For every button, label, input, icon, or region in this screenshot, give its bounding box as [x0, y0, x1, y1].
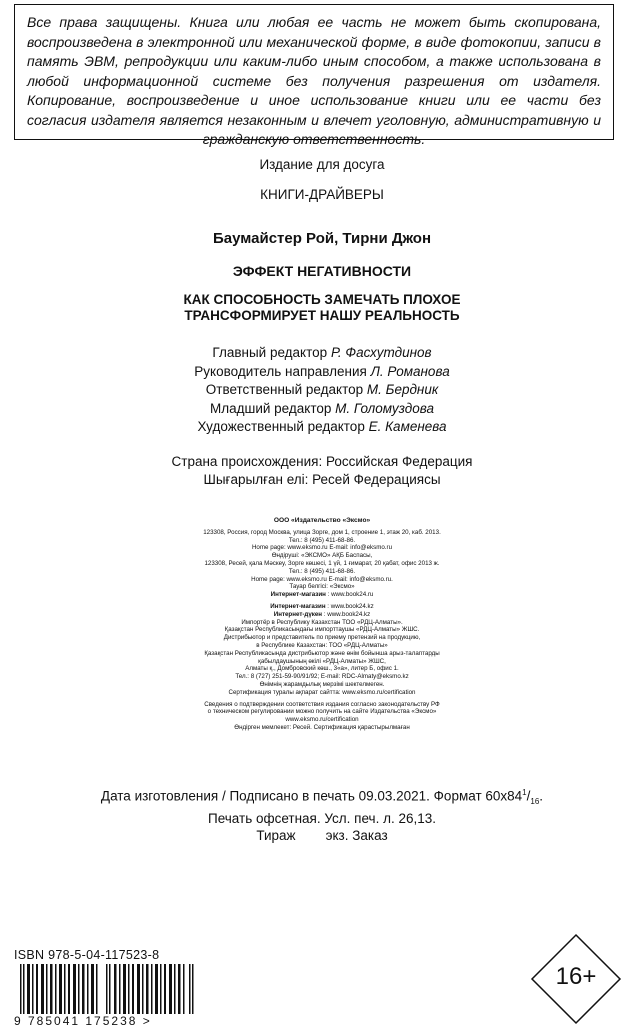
publisher-line [0, 611, 644, 619]
credit-row [0, 418, 644, 437]
credit-row [0, 381, 644, 400]
print-details [0, 784, 644, 844]
print-line: Печать офсетная. Усл. печ. л. 26,13. [208, 811, 436, 827]
subtitle-line: КАК СПОСОБНОСТЬ ЗАМЕЧАТЬ ПЛОХОЕ [183, 292, 461, 307]
shop-url: : www.book24.ru [325, 591, 374, 599]
credit-name: Е. Каменева [368, 419, 447, 434]
credit-role: Руководитель направления [194, 363, 367, 379]
credit-role: Младший редактор [209, 400, 332, 416]
publisher-line: Өнімнің жарамдылық мерзімі шектелмеген. [259, 680, 385, 688]
print-line: Тираж экз. Заказ [256, 828, 388, 844]
publisher-line: Тел.: 8 (495) 411-68-86. [288, 567, 356, 575]
publisher-line: Қазақстан Республикасында дистрибьютор және өнім бойынша арыз-талаптарды [204, 649, 440, 657]
credit-name: М. Голомуздова [335, 400, 435, 416]
isbn: ISBN 978-5-04-117523-8 [14, 948, 160, 962]
publisher-line: Home page: www.eksmo.ru E-mail: info@eksmo.ru. [251, 575, 393, 583]
credit-row [0, 344, 644, 363]
credit-row [0, 363, 644, 382]
publisher-line: 123308, Россия, город Москва, улица Зорге, дом 1, строение 1, этаж 20, каб. 2013. [203, 528, 441, 536]
publisher-line: Home page: www.eksmo.ru E-mail: info@eksmo.ru [251, 544, 393, 552]
subtitle-line: ТРАНСФОРМИРУЕТ НАШУ РЕАЛЬНОСТЬ [184, 308, 460, 323]
print-line: Дата изготовления / Подписано в печать 09.03.2021. Формат $60х84^1/_{16}$. [100, 788, 544, 807]
publisher-info [0, 517, 644, 732]
print-date: Дата изготовления / Подписано в печать 09.03.2021. Формат 60х84 [100, 788, 523, 804]
publisher-line: Импортёр в Республику Казахстан ТОО «РДЦ-Алматы». [241, 618, 403, 626]
credit-name: М. Бердник [366, 382, 439, 397]
credit-name: Р. Фасхутдинов [330, 345, 432, 360]
edition-type: Издание для досуга [259, 157, 385, 172]
credit-role: Ответственный редактор [205, 382, 364, 397]
publisher-line: қабылдаушының өкілі «РДЦ-Алматы» ЖШС, [258, 657, 386, 665]
publisher-line: Сведения о подтверждении соответствия издания согласно законодательству РФ [204, 700, 440, 708]
publisher-line: в Республике Казахстан: ТОО «РДЦ-Алматы» [256, 641, 388, 649]
origin-kz: Шығарылған елі: Ресей Федерациясы [203, 472, 441, 487]
publisher-line: 123308, Ресей, қала Мәскеу, Зорге көшесі, 1 үй, 1 ғимарат, 20 қабат, офис 2013 ж. [204, 559, 440, 567]
credit-role: Главный редактор [212, 345, 328, 360]
shop-url: : www.book24.kz [325, 602, 374, 610]
publisher-line: Өндіруші: «ЭКСМО» АҚБ Баспасы, [271, 552, 373, 560]
copyright-notice-box [14, 4, 614, 147]
country-of-origin [0, 453, 644, 489]
book-title: ЭФФЕКТ НЕГАТИВНОСТИ [232, 263, 412, 279]
shop-label: Интернет-дүкен [273, 610, 323, 618]
shop-label: Интернет-магазин [270, 591, 326, 599]
barcode-digits: 9 785041 175238 > [14, 1014, 214, 1028]
publisher-line: Өндірген мемлекет: Ресей. Сертификация қарастырылмаған [234, 723, 410, 731]
copyright-notice-text: Все права защищены. Книга или любая ее часть не может быть скопирована, воспроизведена в электронной или механической форме, в виде фотокопии, записи в память ЭВМ, репродукции или каким-либо иным способом, а также использована в любой информационной системе без получения разрешения от издателя. Копирование, воспроизведение и иное использование книги или ее части без согласия издателя является незаконным и влечет уголовную, административную и гражданскую ответственность. [27, 14, 601, 147]
publisher-line: Тауар белгісі: «Эксмо» [289, 583, 355, 591]
age-rating: 16+ [555, 963, 597, 990]
publisher-line: Тел.: 8 (495) 411-68-86. [288, 536, 356, 544]
publisher-line: Қазақстан Республикасындағы импорттаушы «РДЦ-Алматы» ЖШС. [224, 626, 420, 634]
publisher-line: www.eksmo.ru/certification [285, 716, 359, 724]
authors: Баумайстер Рой, Тирни Джон [212, 230, 432, 247]
series-name: КНИГИ-ДРАЙВЕРЫ [260, 187, 384, 202]
credit-row [0, 400, 644, 419]
publisher-line [0, 603, 644, 611]
publisher-name: ООО «Издательство «Эксмо» [273, 517, 371, 524]
publisher-line: Сертификация туралы ақпарат сайтта: www.eksmo.ru/certification [228, 688, 416, 696]
shop-url: : www.book24.kz [322, 610, 371, 618]
format-fraction-numerator: 1 [522, 788, 527, 797]
credit-role: Художественный редактор [197, 419, 365, 434]
publisher-line: Дистрибьютор и представитель по приему претензий на продукцию, [223, 634, 421, 642]
shop-label: Интернет-магазин [270, 602, 326, 610]
book-subtitle [0, 292, 644, 324]
origin-ru: Страна происхождения: Российская Федерация [171, 454, 473, 469]
publisher-line [0, 591, 644, 599]
publisher-line: Алматы қ., Домбровский көш., 3«а», литер Б, офис 1. [245, 665, 399, 673]
publisher-line: о техническом регулировании можно получить на сайте Издательства «Эксмо» [207, 708, 437, 716]
credit-name: Л. Романова [370, 363, 450, 379]
editorial-credits [0, 344, 644, 437]
format-fraction-denominator: 16 [530, 797, 540, 807]
publisher-line: Тел.: 8 (727) 251-59-90/91/92; E-mail: RDC-Almaty@eksmo.kz [235, 673, 409, 681]
